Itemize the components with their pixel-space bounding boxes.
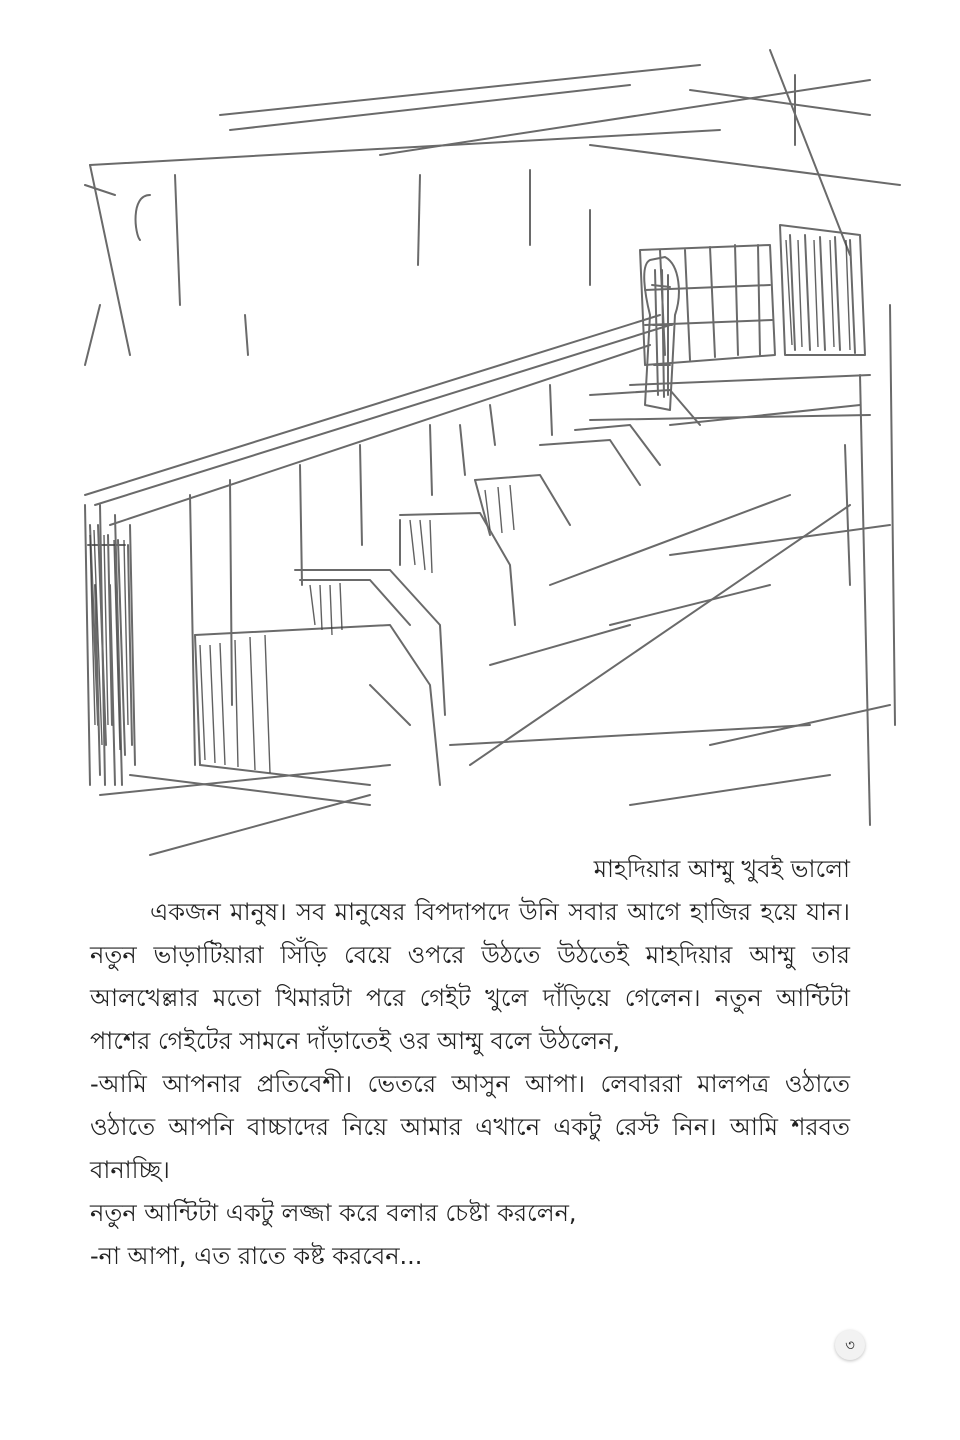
story-paragraph-1: একজন মানুষ। সব মানুষের বিপদাপদে উনি সবার আগে হাজির হয়ে যান। নতুন ভাড়াটিয়ারা সিঁড়ি বেয়ে ওপরে উঠতে উঠতেই মাহদিয়ার আম্মু তার আলখেল্লার মতো খিমারটা পরে গেইট খুলে দাঁড়িয়ে গেলেন। নতুন আন্টিটা পাশের গেইটের সামনে দাঁড়াতেই ওর আম্মু বলে উঠলেন, bbox=[90, 898, 850, 1055]
story-text bbox=[90, 848, 850, 1278]
staircase-sketch-icon bbox=[70, 25, 910, 865]
story-line-1: মাহদিয়ার আম্মু খুবই ভালো bbox=[593, 855, 850, 883]
page-number: ৩ bbox=[835, 1330, 865, 1360]
story-paragraph-2: -আমি আপনার প্রতিবেশী। ভেতরে আসুন আপা। লেবাররা মালপত্র ওঠাতে ওঠাতে আপনি বাচ্চাদের নিয়ে আমার এখানে একটু রেস্ট নিন। আমি শরবত বানাচ্ছি। bbox=[90, 1070, 850, 1184]
story-paragraph-3: নতুন আন্টিটা একটু লজ্জা করে বলার চেষ্টা করলেন, bbox=[90, 1199, 577, 1227]
staircase-illustration bbox=[70, 25, 910, 865]
story-paragraph-4: -না আপা, এত রাতে কষ্ট করবেন... bbox=[90, 1242, 423, 1270]
